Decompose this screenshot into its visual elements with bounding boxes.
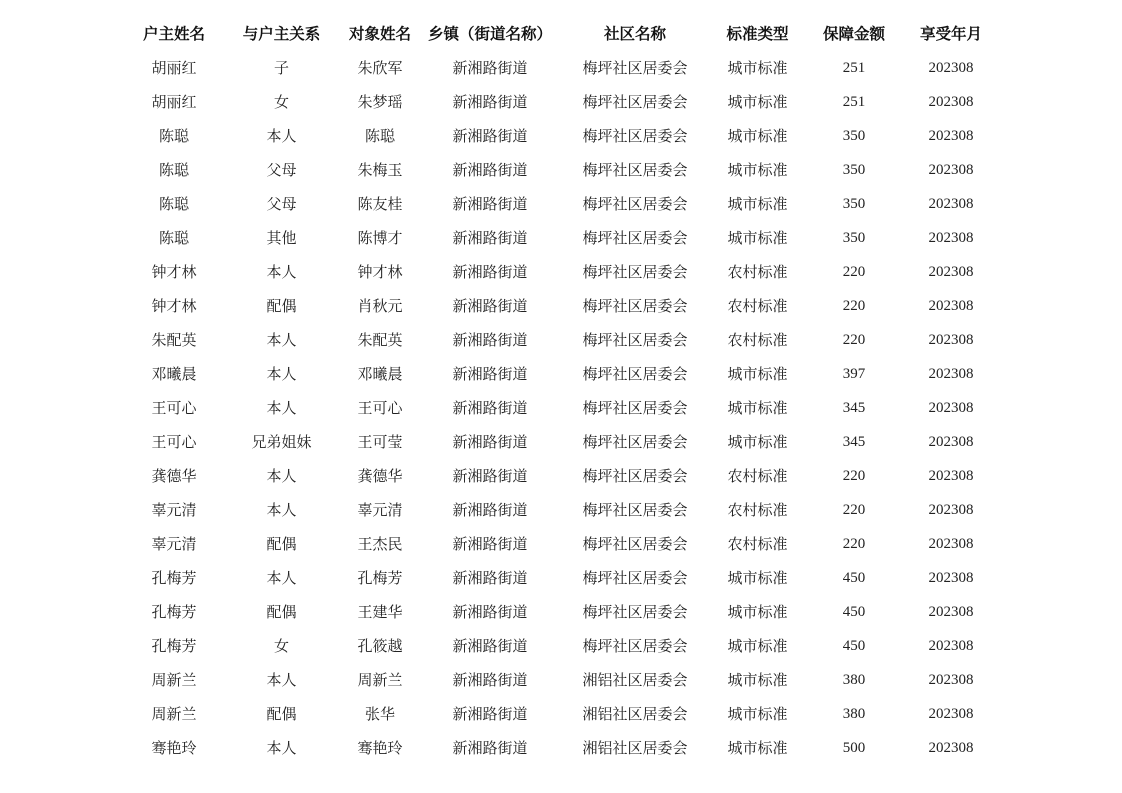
relation-cell: 本人: [266, 569, 297, 587]
relation-cell: 女: [273, 637, 289, 655]
relation-cell: 本人: [266, 739, 297, 757]
street-cell: 新湘路街道: [452, 93, 528, 111]
household-head-cell: 钟才林: [151, 297, 197, 315]
standard-type-cell: 城市标准: [727, 705, 788, 723]
table-row: [126, 289, 1000, 323]
street-cell: 新湘路街道: [452, 467, 528, 485]
recipient-name-cell: 钟才林: [357, 263, 403, 281]
community-cell: 湘铝社区居委会: [582, 739, 688, 757]
recipient-name-cell: 孔梅芳: [357, 569, 403, 587]
amount-cell: 251: [842, 60, 866, 76]
header-relation: 与户主关系: [242, 25, 321, 43]
table-row: [126, 629, 1000, 663]
community-cell: 梅坪社区居委会: [582, 433, 688, 451]
household-head-cell: 陈聪: [158, 229, 189, 247]
recipient-name-cell: 朱配英: [357, 331, 403, 349]
standard-type-cell: 城市标准: [727, 433, 788, 451]
period-cell: 202308: [928, 128, 974, 144]
amount-cell: 450: [842, 570, 866, 586]
period-cell: 202308: [928, 366, 974, 382]
household-head-cell: 陈聪: [158, 161, 189, 179]
relation-cell: 本人: [266, 127, 297, 145]
period-cell: 202308: [928, 298, 974, 314]
community-cell: 梅坪社区居委会: [582, 59, 688, 77]
recipient-table: [126, 17, 1000, 765]
street-cell: 新湘路街道: [452, 59, 528, 77]
street-cell: 新湘路街道: [452, 671, 528, 689]
relation-cell: 本人: [266, 263, 297, 281]
amount-cell: 220: [842, 468, 866, 484]
header-community: 社区名称: [603, 25, 666, 43]
period-cell: 202308: [928, 162, 974, 178]
community-cell: 梅坪社区居委会: [582, 263, 688, 281]
household-head-cell: 龚德华: [151, 467, 197, 485]
standard-type-cell: 城市标准: [727, 127, 788, 145]
relation-cell: 女: [273, 93, 289, 111]
amount-cell: 220: [842, 298, 866, 314]
table-row: [126, 425, 1000, 459]
period-cell: 202308: [928, 570, 974, 586]
relation-cell: 兄弟姐妹: [251, 433, 312, 451]
household-head-cell: 周新兰: [151, 671, 197, 689]
household-head-cell: 钟才林: [151, 263, 197, 281]
relation-cell: 配偶: [266, 297, 297, 315]
period-cell: 202308: [928, 230, 974, 246]
period-cell: 202308: [928, 332, 974, 348]
relation-cell: 其他: [266, 229, 297, 247]
recipient-name-cell: 肖秋元: [357, 297, 403, 315]
street-cell: 新湘路街道: [452, 331, 528, 349]
period-cell: 202308: [928, 60, 974, 76]
table-row: [126, 323, 1000, 357]
street-cell: 新湘路街道: [452, 603, 528, 621]
relation-cell: 配偶: [266, 705, 297, 723]
period-cell: 202308: [928, 434, 974, 450]
standard-type-cell: 城市标准: [727, 671, 788, 689]
recipient-name-cell: 孔筱越: [357, 637, 403, 655]
community-cell: 梅坪社区居委会: [582, 467, 688, 485]
street-cell: 新湘路街道: [452, 297, 528, 315]
street-cell: 新湘路街道: [452, 705, 528, 723]
household-head-cell: 周新兰: [151, 705, 197, 723]
table-row: [126, 527, 1000, 561]
table-row: [126, 153, 1000, 187]
amount-cell: 380: [842, 672, 866, 688]
community-cell: 梅坪社区居委会: [582, 229, 688, 247]
standard-type-cell: 城市标准: [727, 603, 788, 621]
period-cell: 202308: [928, 502, 974, 518]
community-cell: 梅坪社区居委会: [582, 365, 688, 383]
household-head-cell: 邓曦晨: [151, 365, 197, 383]
amount-cell: 350: [842, 162, 866, 178]
street-cell: 新湘路街道: [452, 365, 528, 383]
amount-cell: 220: [842, 332, 866, 348]
table-row: [126, 221, 1000, 255]
recipient-name-cell: 王杰民: [357, 535, 403, 553]
community-cell: 梅坪社区居委会: [582, 297, 688, 315]
community-cell: 梅坪社区居委会: [582, 535, 688, 553]
standard-type-cell: 城市标准: [727, 365, 788, 383]
street-cell: 新湘路街道: [452, 535, 528, 553]
header-street: 乡镇（街道名称）: [427, 25, 552, 43]
relation-cell: 本人: [266, 501, 297, 519]
recipient-name-cell: 张华: [364, 705, 395, 723]
amount-cell: 450: [842, 638, 866, 654]
table-row: [126, 357, 1000, 391]
header-amount: 保障金额: [822, 25, 885, 43]
standard-type-cell: 农村标准: [727, 501, 788, 519]
relation-cell: 父母: [266, 161, 297, 179]
recipient-name-cell: 周新兰: [357, 671, 403, 689]
street-cell: 新湘路街道: [452, 569, 528, 587]
recipient-name-cell: 陈博才: [357, 229, 403, 247]
relation-cell: 本人: [266, 399, 297, 417]
amount-cell: 450: [842, 604, 866, 620]
amount-cell: 251: [842, 94, 866, 110]
recipient-name-cell: 王可心: [357, 399, 403, 417]
recipient-name-cell: 王可莹: [357, 433, 403, 451]
community-cell: 梅坪社区居委会: [582, 501, 688, 519]
table-row: [126, 663, 1000, 697]
amount-cell: 220: [842, 502, 866, 518]
household-head-cell: 辜元清: [151, 535, 197, 553]
street-cell: 新湘路街道: [452, 161, 528, 179]
period-cell: 202308: [928, 264, 974, 280]
table-row: [126, 697, 1000, 731]
recipient-name-cell: 朱梅玉: [357, 161, 403, 179]
community-cell: 梅坪社区居委会: [582, 331, 688, 349]
community-cell: 梅坪社区居委会: [582, 93, 688, 111]
table-row: [126, 595, 1000, 629]
relation-cell: 配偶: [266, 603, 297, 621]
standard-type-cell: 农村标准: [727, 331, 788, 349]
amount-cell: 345: [842, 434, 866, 450]
recipient-name-cell: 邓曦晨: [357, 365, 403, 383]
table-row: [126, 731, 1000, 765]
period-cell: 202308: [928, 94, 974, 110]
relation-cell: 配偶: [266, 535, 297, 553]
relation-cell: 父母: [266, 195, 297, 213]
standard-type-cell: 城市标准: [727, 637, 788, 655]
recipient-name-cell: 辜元清: [357, 501, 403, 519]
table-row: [126, 391, 1000, 425]
table-body: [126, 51, 1000, 765]
header-row: [126, 17, 1000, 51]
community-cell: 梅坪社区居委会: [582, 603, 688, 621]
standard-type-cell: 城市标准: [727, 569, 788, 587]
household-head-cell: 王可心: [151, 399, 197, 417]
street-cell: 新湘路街道: [452, 399, 528, 417]
period-cell: 202308: [928, 196, 974, 212]
street-cell: 新湘路街道: [452, 739, 528, 757]
relation-cell: 本人: [266, 467, 297, 485]
standard-type-cell: 城市标准: [727, 59, 788, 77]
relation-cell: 本人: [266, 671, 297, 689]
standard-type-cell: 城市标准: [727, 93, 788, 111]
amount-cell: 397: [842, 366, 866, 382]
recipient-name-cell: 陈聪: [364, 127, 395, 145]
standard-type-cell: 城市标准: [727, 229, 788, 247]
header-period: 享受年月: [919, 25, 982, 43]
street-cell: 新湘路街道: [452, 229, 528, 247]
street-cell: 新湘路街道: [452, 195, 528, 213]
community-cell: 梅坪社区居委会: [582, 399, 688, 417]
amount-cell: 500: [842, 740, 866, 756]
household-head-cell: 陈聪: [158, 195, 189, 213]
recipient-name-cell: 陈友桂: [357, 195, 403, 213]
street-cell: 新湘路街道: [452, 501, 528, 519]
household-head-cell: 胡丽红: [151, 59, 197, 77]
household-head-cell: 王可心: [151, 433, 197, 451]
period-cell: 202308: [928, 400, 974, 416]
standard-type-cell: 农村标准: [727, 467, 788, 485]
table-row: [126, 459, 1000, 493]
header-household-head: 户主姓名: [142, 25, 205, 43]
relation-cell: 本人: [266, 365, 297, 383]
community-cell: 梅坪社区居委会: [582, 637, 688, 655]
standard-type-cell: 城市标准: [727, 161, 788, 179]
table-row: [126, 187, 1000, 221]
amount-cell: 350: [842, 230, 866, 246]
household-head-cell: 骞艳玲: [151, 739, 197, 757]
period-cell: 202308: [928, 672, 974, 688]
standard-type-cell: 农村标准: [727, 535, 788, 553]
standard-type-cell: 城市标准: [727, 195, 788, 213]
period-cell: 202308: [928, 536, 974, 552]
table-row: [126, 51, 1000, 85]
standard-type-cell: 农村标准: [727, 263, 788, 281]
table-row: [126, 493, 1000, 527]
relation-cell: 子: [273, 59, 289, 77]
period-cell: 202308: [928, 706, 974, 722]
amount-cell: 220: [842, 536, 866, 552]
table-row: [126, 85, 1000, 119]
standard-type-cell: 城市标准: [727, 739, 788, 757]
amount-cell: 350: [842, 128, 866, 144]
recipient-name-cell: 龚德华: [357, 467, 403, 485]
recipient-name-cell: 朱欣军: [357, 59, 403, 77]
street-cell: 新湘路街道: [452, 263, 528, 281]
header-standard-type: 标准类型: [726, 25, 789, 43]
community-cell: 梅坪社区居委会: [582, 161, 688, 179]
period-cell: 202308: [928, 638, 974, 654]
recipient-name-cell: 骞艳玲: [357, 739, 403, 757]
header-recipient-name: 对象姓名: [348, 25, 411, 43]
household-head-cell: 陈聪: [158, 127, 189, 145]
amount-cell: 350: [842, 196, 866, 212]
table-row: [126, 119, 1000, 153]
community-cell: 梅坪社区居委会: [582, 195, 688, 213]
period-cell: 202308: [928, 468, 974, 484]
period-cell: 202308: [928, 740, 974, 756]
street-cell: 新湘路街道: [452, 127, 528, 145]
table-row: [126, 561, 1000, 595]
amount-cell: 345: [842, 400, 866, 416]
community-cell: 梅坪社区居委会: [582, 127, 688, 145]
standard-type-cell: 城市标准: [727, 399, 788, 417]
street-cell: 新湘路街道: [452, 433, 528, 451]
relation-cell: 本人: [266, 331, 297, 349]
household-head-cell: 孔梅芳: [151, 637, 197, 655]
standard-type-cell: 农村标准: [727, 297, 788, 315]
community-cell: 湘铝社区居委会: [582, 705, 688, 723]
household-head-cell: 辜元清: [151, 501, 197, 519]
amount-cell: 380: [842, 706, 866, 722]
household-head-cell: 孔梅芳: [151, 603, 197, 621]
household-head-cell: 朱配英: [151, 331, 197, 349]
household-head-cell: 胡丽红: [151, 93, 197, 111]
period-cell: 202308: [928, 604, 974, 620]
community-cell: 梅坪社区居委会: [582, 569, 688, 587]
household-head-cell: 孔梅芳: [151, 569, 197, 587]
amount-cell: 220: [842, 264, 866, 280]
community-cell: 湘铝社区居委会: [582, 671, 688, 689]
recipient-name-cell: 朱梦瑶: [357, 93, 403, 111]
street-cell: 新湘路街道: [452, 637, 528, 655]
recipient-name-cell: 王建华: [357, 603, 403, 621]
table-row: [126, 255, 1000, 289]
